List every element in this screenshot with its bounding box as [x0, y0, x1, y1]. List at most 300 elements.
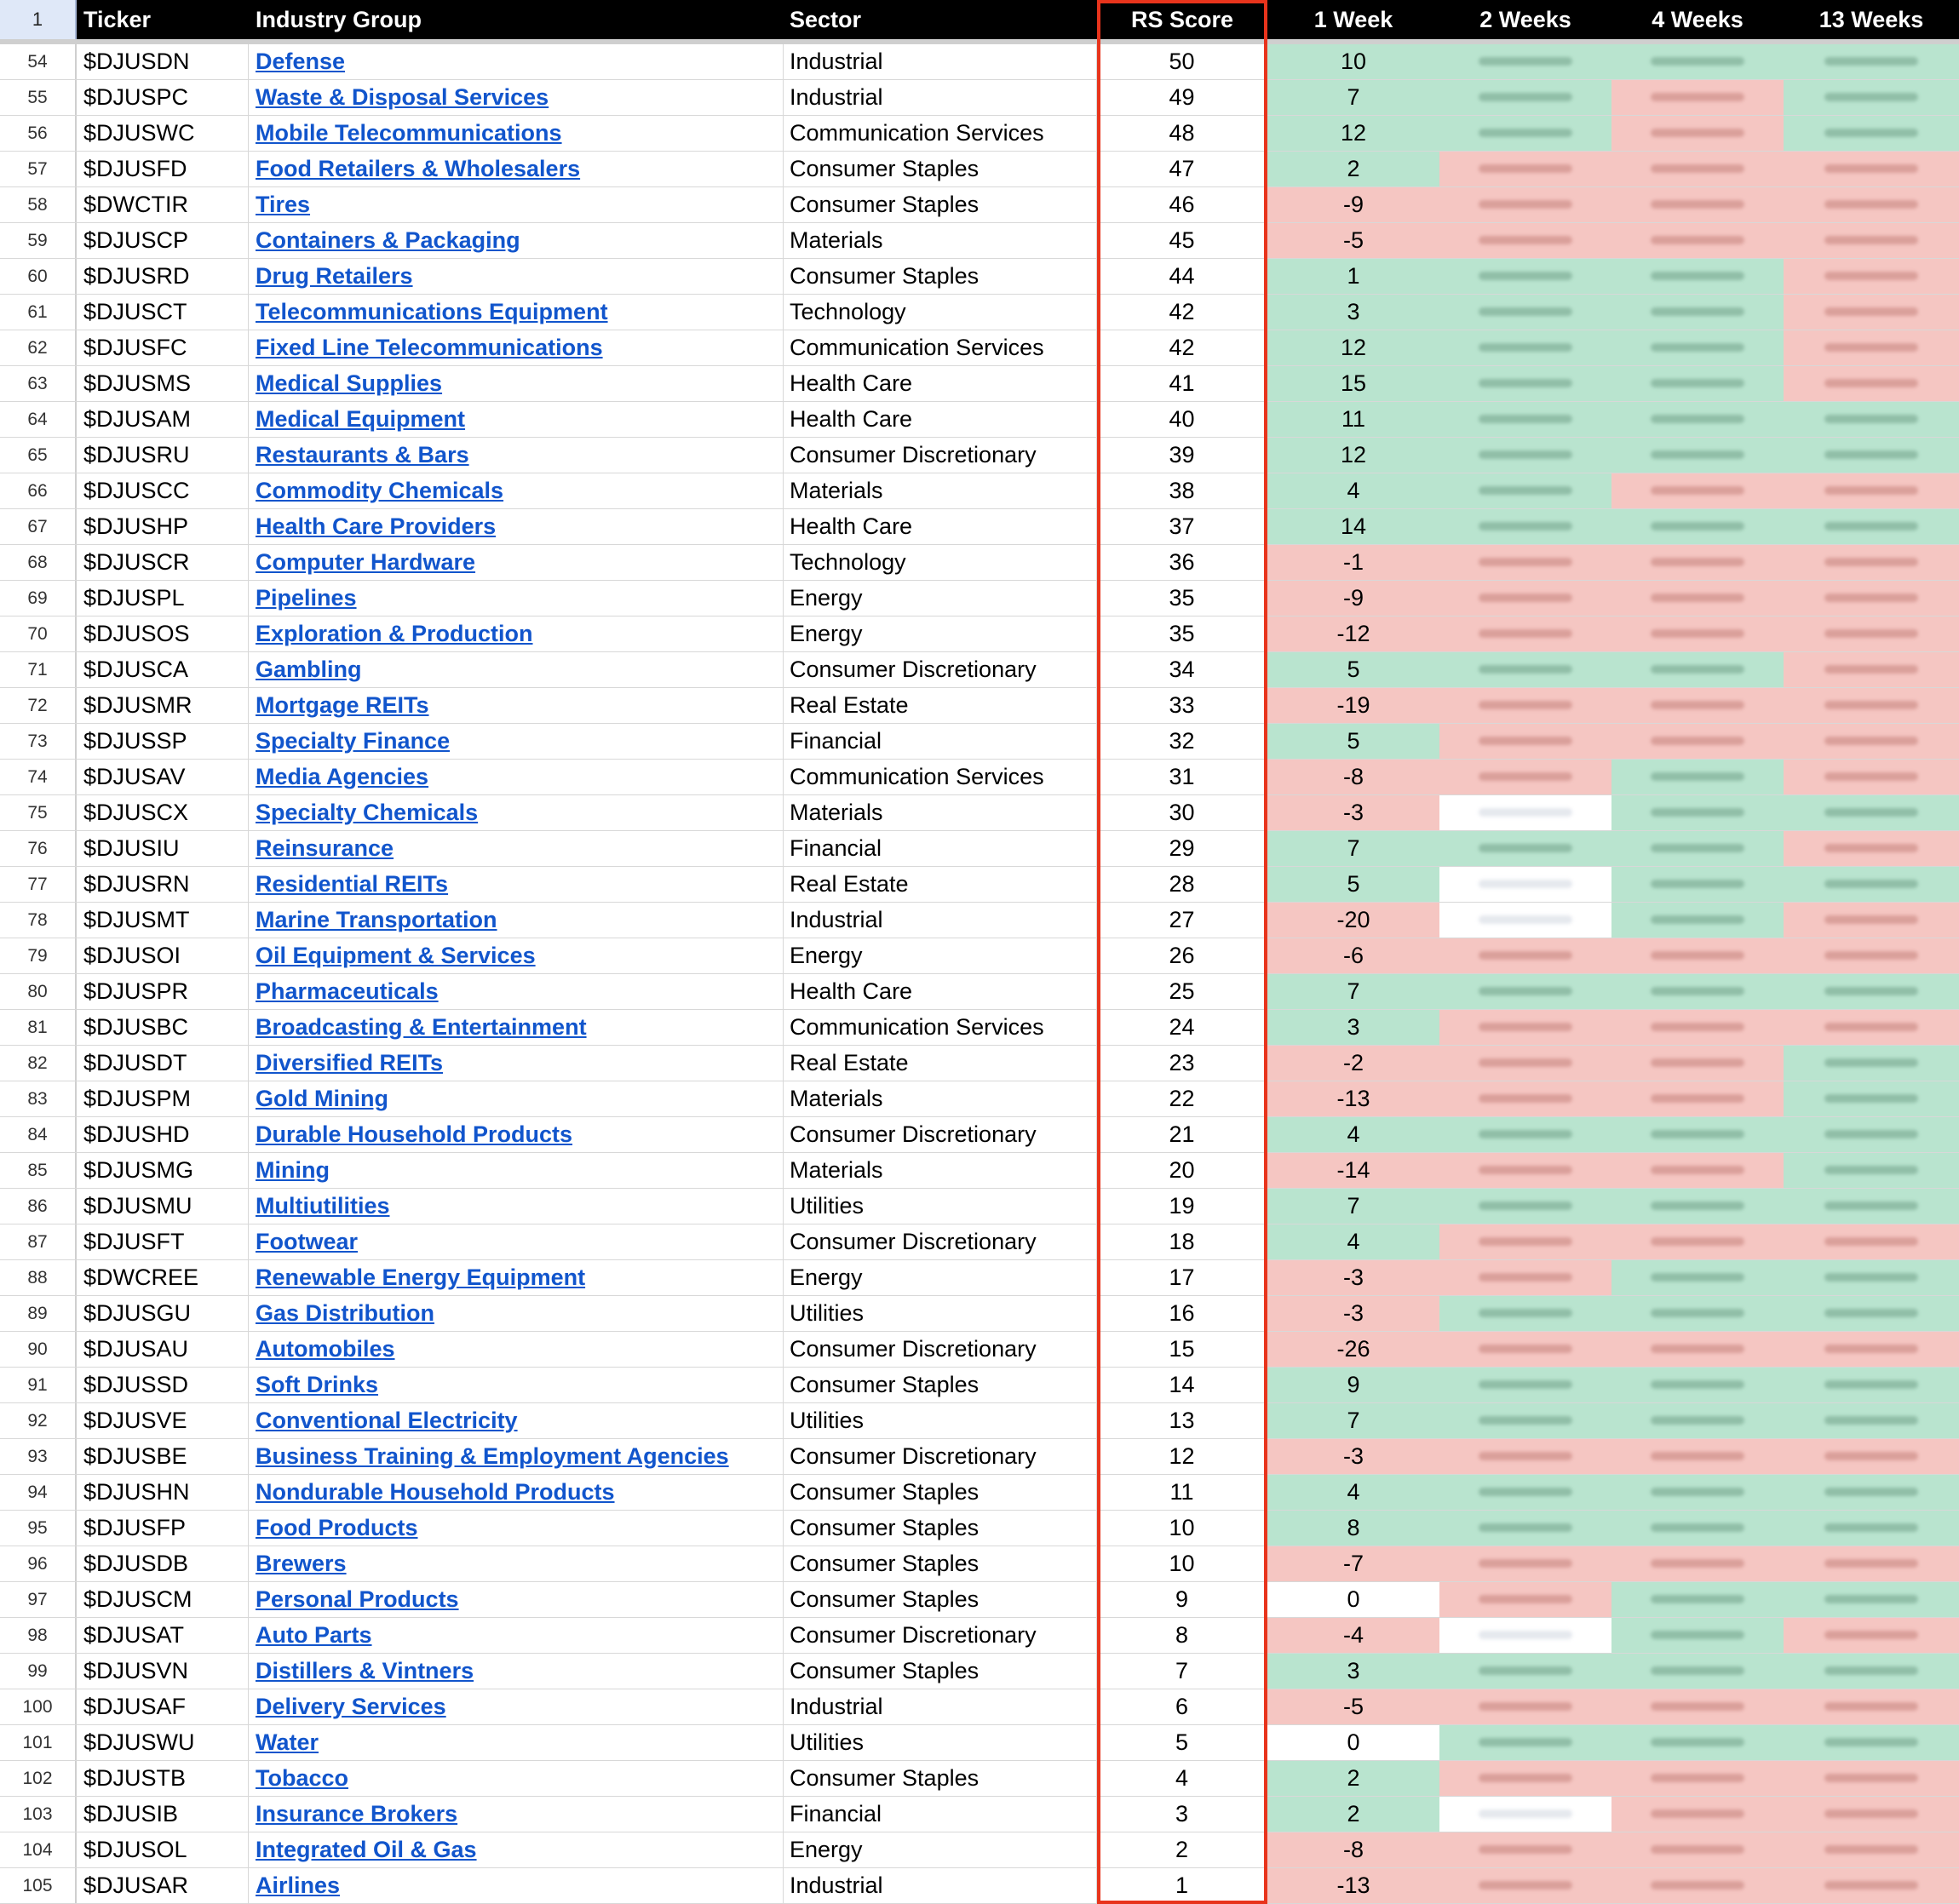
- rs-score-cell[interactable]: 25: [1097, 974, 1267, 1009]
- row-number[interactable]: 76: [0, 831, 77, 866]
- two-weeks-cell-blurred[interactable]: [1439, 80, 1611, 115]
- rs-score-cell[interactable]: 2: [1097, 1832, 1267, 1867]
- ticker-cell[interactable]: $DJUSOS: [77, 617, 249, 651]
- industry-group-cell[interactable]: [249, 473, 784, 508]
- industry-group-cell[interactable]: [249, 1761, 784, 1796]
- rs-score-cell[interactable]: 9: [1097, 1582, 1267, 1617]
- two-weeks-cell-blurred[interactable]: [1439, 724, 1611, 759]
- sector-cell[interactable]: Health Care: [784, 366, 1097, 401]
- four-weeks-cell-blurred[interactable]: [1611, 152, 1784, 186]
- two-weeks-cell-blurred[interactable]: [1439, 1439, 1611, 1474]
- industry-group-link[interactable]: Broadcasting & Entertainment: [256, 1014, 587, 1040]
- four-weeks-cell-blurred[interactable]: [1611, 259, 1784, 294]
- ticker-cell[interactable]: $DJUSHD: [77, 1117, 249, 1152]
- industry-group-link[interactable]: Restaurants & Bars: [256, 442, 469, 467]
- sector-cell[interactable]: Communication Services: [784, 330, 1097, 365]
- four-weeks-cell-blurred[interactable]: [1611, 1868, 1784, 1903]
- sector-cell[interactable]: Utilities: [784, 1296, 1097, 1331]
- four-weeks-cell-blurred[interactable]: [1611, 1368, 1784, 1402]
- four-weeks-cell-blurred[interactable]: [1611, 1582, 1784, 1617]
- sector-cell[interactable]: Consumer Staples: [784, 1582, 1097, 1617]
- header-1-week[interactable]: 1 Week: [1313, 7, 1393, 32]
- one-week-change-cell[interactable]: 12: [1267, 438, 1439, 473]
- one-week-change-cell[interactable]: 1: [1267, 259, 1439, 294]
- thirteen-weeks-cell-blurred[interactable]: [1784, 438, 1959, 473]
- ticker-cell[interactable]: $DJUSIU: [77, 831, 249, 866]
- industry-group-cell[interactable]: [249, 1260, 784, 1295]
- four-weeks-cell-blurred[interactable]: [1611, 1260, 1784, 1295]
- four-weeks-cell-blurred[interactable]: [1611, 760, 1784, 794]
- two-weeks-cell-blurred[interactable]: [1439, 1654, 1611, 1689]
- rs-score-cell[interactable]: 10: [1097, 1546, 1267, 1581]
- row-number[interactable]: 73: [0, 724, 77, 759]
- row-number[interactable]: 84: [0, 1117, 77, 1152]
- two-weeks-cell-blurred[interactable]: [1439, 259, 1611, 294]
- row-number[interactable]: 93: [0, 1439, 77, 1474]
- two-weeks-cell-blurred[interactable]: [1439, 1403, 1611, 1438]
- rs-score-cell[interactable]: 23: [1097, 1046, 1267, 1081]
- industry-group-cell[interactable]: [249, 1511, 784, 1546]
- rs-score-cell[interactable]: 15: [1097, 1332, 1267, 1367]
- sector-cell[interactable]: Health Care: [784, 974, 1097, 1009]
- two-weeks-cell-blurred[interactable]: [1439, 974, 1611, 1009]
- ticker-cell[interactable]: $DJUSCX: [77, 795, 249, 830]
- one-week-change-cell[interactable]: -14: [1267, 1153, 1439, 1188]
- industry-group-link[interactable]: Insurance Brokers: [256, 1801, 458, 1827]
- rs-score-cell[interactable]: 5: [1097, 1725, 1267, 1760]
- sector-cell[interactable]: Consumer Staples: [784, 1368, 1097, 1402]
- one-week-change-cell[interactable]: 10: [1267, 44, 1439, 79]
- row-number[interactable]: 56: [0, 116, 77, 151]
- industry-group-cell[interactable]: [249, 1475, 784, 1510]
- industry-group-link[interactable]: Pharmaceuticals: [256, 978, 439, 1004]
- thirteen-weeks-cell-blurred[interactable]: [1784, 330, 1959, 365]
- one-week-change-cell[interactable]: 5: [1267, 724, 1439, 759]
- ticker-cell[interactable]: $DJUSAM: [77, 402, 249, 437]
- one-week-change-cell[interactable]: -3: [1267, 1439, 1439, 1474]
- sector-cell[interactable]: Real Estate: [784, 867, 1097, 902]
- row-number[interactable]: 71: [0, 652, 77, 687]
- ticker-cell[interactable]: $DJUSPM: [77, 1081, 249, 1116]
- one-week-change-cell[interactable]: 2: [1267, 1761, 1439, 1796]
- one-week-change-cell[interactable]: 7: [1267, 1403, 1439, 1438]
- industry-group-link[interactable]: Tires: [256, 192, 311, 217]
- rs-score-cell[interactable]: 20: [1097, 1153, 1267, 1188]
- two-weeks-cell-blurred[interactable]: [1439, 366, 1611, 401]
- two-weeks-cell-blurred[interactable]: [1439, 938, 1611, 973]
- row-number[interactable]: 86: [0, 1189, 77, 1224]
- two-weeks-cell-blurred[interactable]: [1439, 1725, 1611, 1760]
- two-weeks-cell-blurred[interactable]: [1439, 903, 1611, 938]
- industry-group-cell[interactable]: [249, 80, 784, 115]
- row-number[interactable]: 88: [0, 1260, 77, 1295]
- row-number[interactable]: 67: [0, 509, 77, 544]
- industry-group-cell[interactable]: [249, 187, 784, 222]
- row-number[interactable]: 72: [0, 688, 77, 723]
- one-week-change-cell[interactable]: 12: [1267, 330, 1439, 365]
- industry-group-link[interactable]: Auto Parts: [256, 1622, 372, 1648]
- industry-group-link[interactable]: Multiutilities: [256, 1193, 390, 1219]
- one-week-change-cell[interactable]: 9: [1267, 1368, 1439, 1402]
- two-weeks-cell-blurred[interactable]: [1439, 1475, 1611, 1510]
- thirteen-weeks-cell-blurred[interactable]: [1784, 1332, 1959, 1367]
- four-weeks-cell-blurred[interactable]: [1611, 1832, 1784, 1867]
- two-weeks-cell-blurred[interactable]: [1439, 1046, 1611, 1081]
- four-weeks-cell-blurred[interactable]: [1611, 1618, 1784, 1653]
- row-number[interactable]: 94: [0, 1475, 77, 1510]
- thirteen-weeks-cell-blurred[interactable]: [1784, 1224, 1959, 1259]
- rs-score-cell[interactable]: 7: [1097, 1654, 1267, 1689]
- row-number[interactable]: 95: [0, 1511, 77, 1546]
- thirteen-weeks-cell-blurred[interactable]: [1784, 1117, 1959, 1152]
- row-number[interactable]: 62: [0, 330, 77, 365]
- rs-score-cell[interactable]: 12: [1097, 1439, 1267, 1474]
- rs-score-cell[interactable]: 50: [1097, 44, 1267, 79]
- two-weeks-cell-blurred[interactable]: [1439, 545, 1611, 580]
- ticker-cell[interactable]: $DJUSOL: [77, 1832, 249, 1867]
- industry-group-cell[interactable]: [249, 652, 784, 687]
- one-week-change-cell[interactable]: -3: [1267, 795, 1439, 830]
- thirteen-weeks-cell-blurred[interactable]: [1784, 1403, 1959, 1438]
- row-number[interactable]: 87: [0, 1224, 77, 1259]
- four-weeks-cell-blurred[interactable]: [1611, 938, 1784, 973]
- two-weeks-cell-blurred[interactable]: [1439, 867, 1611, 902]
- industry-group-link[interactable]: Residential REITs: [256, 871, 449, 897]
- two-weeks-cell-blurred[interactable]: [1439, 1260, 1611, 1295]
- industry-group-link[interactable]: Exploration & Production: [256, 621, 533, 646]
- two-weeks-cell-blurred[interactable]: [1439, 223, 1611, 258]
- four-weeks-cell-blurred[interactable]: [1611, 1654, 1784, 1689]
- sector-cell[interactable]: Consumer Staples: [784, 259, 1097, 294]
- row-number[interactable]: 55: [0, 80, 77, 115]
- industry-group-link[interactable]: Telecommunications Equipment: [256, 299, 608, 324]
- one-week-change-cell[interactable]: -20: [1267, 903, 1439, 938]
- ticker-cell[interactable]: $DJUSVN: [77, 1654, 249, 1689]
- two-weeks-cell-blurred[interactable]: [1439, 1832, 1611, 1867]
- sector-cell[interactable]: Consumer Discretionary: [784, 652, 1097, 687]
- industry-group-cell[interactable]: [249, 795, 784, 830]
- one-week-change-cell[interactable]: -9: [1267, 581, 1439, 616]
- industry-group-link[interactable]: Gas Distribution: [256, 1300, 435, 1326]
- industry-group-cell[interactable]: [249, 1868, 784, 1903]
- sector-cell[interactable]: Industrial: [784, 1689, 1097, 1724]
- row-number[interactable]: 66: [0, 473, 77, 508]
- industry-group-link[interactable]: Mining: [256, 1157, 330, 1183]
- two-weeks-cell-blurred[interactable]: [1439, 1689, 1611, 1724]
- two-weeks-cell-blurred[interactable]: [1439, 152, 1611, 186]
- thirteen-weeks-cell-blurred[interactable]: [1784, 1475, 1959, 1510]
- industry-group-link[interactable]: Airlines: [256, 1872, 341, 1898]
- one-week-change-cell[interactable]: 0: [1267, 1725, 1439, 1760]
- industry-group-cell[interactable]: [249, 1725, 784, 1760]
- thirteen-weeks-cell-blurred[interactable]: [1784, 402, 1959, 437]
- industry-group-cell[interactable]: [249, 1153, 784, 1188]
- ticker-cell[interactable]: $DJUSRD: [77, 259, 249, 294]
- one-week-change-cell[interactable]: 12: [1267, 116, 1439, 151]
- ticker-cell[interactable]: $DWCTIR: [77, 187, 249, 222]
- four-weeks-cell-blurred[interactable]: [1611, 545, 1784, 580]
- sector-cell[interactable]: Industrial: [784, 1868, 1097, 1903]
- two-weeks-cell-blurred[interactable]: [1439, 1368, 1611, 1402]
- two-weeks-cell-blurred[interactable]: [1439, 688, 1611, 723]
- two-weeks-cell-blurred[interactable]: [1439, 1117, 1611, 1152]
- rs-score-cell[interactable]: 45: [1097, 223, 1267, 258]
- two-weeks-cell-blurred[interactable]: [1439, 295, 1611, 330]
- row-number[interactable]: 101: [0, 1725, 77, 1760]
- row-number[interactable]: 85: [0, 1153, 77, 1188]
- rs-score-cell[interactable]: 13: [1097, 1403, 1267, 1438]
- thirteen-weeks-cell-blurred[interactable]: [1784, 1582, 1959, 1617]
- thirteen-weeks-cell-blurred[interactable]: [1784, 80, 1959, 115]
- two-weeks-cell-blurred[interactable]: [1439, 1153, 1611, 1188]
- rs-score-cell[interactable]: 35: [1097, 581, 1267, 616]
- sector-cell[interactable]: Consumer Discretionary: [784, 1439, 1097, 1474]
- industry-group-cell[interactable]: [249, 1224, 784, 1259]
- thirteen-weeks-cell-blurred[interactable]: [1784, 223, 1959, 258]
- thirteen-weeks-cell-blurred[interactable]: [1784, 44, 1959, 79]
- row-number[interactable]: 68: [0, 545, 77, 580]
- one-week-change-cell[interactable]: 8: [1267, 1511, 1439, 1546]
- sector-cell[interactable]: Industrial: [784, 44, 1097, 79]
- one-week-change-cell[interactable]: -2: [1267, 1046, 1439, 1081]
- row-number[interactable]: 70: [0, 617, 77, 651]
- thirteen-weeks-cell-blurred[interactable]: [1784, 1725, 1959, 1760]
- row-number[interactable]: 81: [0, 1010, 77, 1045]
- sector-cell[interactable]: Financial: [784, 1797, 1097, 1832]
- one-week-change-cell[interactable]: -19: [1267, 688, 1439, 723]
- four-weeks-cell-blurred[interactable]: [1611, 1546, 1784, 1581]
- industry-group-cell[interactable]: [249, 509, 784, 544]
- four-weeks-cell-blurred[interactable]: [1611, 509, 1784, 544]
- ticker-cell[interactable]: $DJUSSP: [77, 724, 249, 759]
- one-week-change-cell[interactable]: 7: [1267, 974, 1439, 1009]
- four-weeks-cell-blurred[interactable]: [1611, 1153, 1784, 1188]
- row-number[interactable]: 60: [0, 259, 77, 294]
- row-number[interactable]: 82: [0, 1046, 77, 1081]
- row-number[interactable]: 54: [0, 44, 77, 79]
- two-weeks-cell-blurred[interactable]: [1439, 438, 1611, 473]
- rs-score-cell[interactable]: 36: [1097, 545, 1267, 580]
- four-weeks-cell-blurred[interactable]: [1611, 1189, 1784, 1224]
- row-number[interactable]: 83: [0, 1081, 77, 1116]
- sector-cell[interactable]: Health Care: [784, 509, 1097, 544]
- four-weeks-cell-blurred[interactable]: [1611, 116, 1784, 151]
- sector-cell[interactable]: Consumer Staples: [784, 1654, 1097, 1689]
- industry-group-link[interactable]: Commodity Chemicals: [256, 478, 504, 503]
- industry-group-cell[interactable]: [249, 688, 784, 723]
- two-weeks-cell-blurred[interactable]: [1439, 652, 1611, 687]
- industry-group-link[interactable]: Media Agencies: [256, 764, 429, 789]
- header-4-weeks[interactable]: 4 Weeks: [1652, 7, 1744, 32]
- one-week-change-cell[interactable]: -9: [1267, 187, 1439, 222]
- ticker-cell[interactable]: $DJUSDN: [77, 44, 249, 79]
- four-weeks-cell-blurred[interactable]: [1611, 581, 1784, 616]
- sector-cell[interactable]: Industrial: [784, 80, 1097, 115]
- one-week-change-cell[interactable]: -3: [1267, 1296, 1439, 1331]
- rs-score-cell[interactable]: 24: [1097, 1010, 1267, 1045]
- ticker-cell[interactable]: $DJUSCR: [77, 545, 249, 580]
- ticker-cell[interactable]: $DJUSMS: [77, 366, 249, 401]
- four-weeks-cell-blurred[interactable]: [1611, 1725, 1784, 1760]
- sector-cell[interactable]: Consumer Discretionary: [784, 1224, 1097, 1259]
- industry-group-link[interactable]: Conventional Electricity: [256, 1408, 518, 1433]
- four-weeks-cell-blurred[interactable]: [1611, 330, 1784, 365]
- sector-cell[interactable]: Consumer Discretionary: [784, 438, 1097, 473]
- rs-score-cell[interactable]: 14: [1097, 1368, 1267, 1402]
- rs-score-cell[interactable]: 42: [1097, 295, 1267, 330]
- ticker-cell[interactable]: $DWCREE: [77, 1260, 249, 1295]
- rs-score-cell[interactable]: 37: [1097, 509, 1267, 544]
- two-weeks-cell-blurred[interactable]: [1439, 44, 1611, 79]
- ticker-cell[interactable]: $DJUSIB: [77, 1797, 249, 1832]
- sector-cell[interactable]: Real Estate: [784, 688, 1097, 723]
- industry-group-link[interactable]: Specialty Finance: [256, 728, 451, 754]
- four-weeks-cell-blurred[interactable]: [1611, 617, 1784, 651]
- rs-score-cell[interactable]: 21: [1097, 1117, 1267, 1152]
- industry-group-link[interactable]: Mobile Telecommunications: [256, 120, 562, 146]
- two-weeks-cell-blurred[interactable]: [1439, 116, 1611, 151]
- sector-cell[interactable]: Consumer Staples: [784, 152, 1097, 186]
- thirteen-weeks-cell-blurred[interactable]: [1784, 938, 1959, 973]
- two-weeks-cell-blurred[interactable]: [1439, 581, 1611, 616]
- four-weeks-cell-blurred[interactable]: [1611, 903, 1784, 938]
- industry-group-link[interactable]: Integrated Oil & Gas: [256, 1837, 477, 1862]
- four-weeks-cell-blurred[interactable]: [1611, 295, 1784, 330]
- sector-cell[interactable]: Consumer Discretionary: [784, 1117, 1097, 1152]
- industry-group-link[interactable]: Brewers: [256, 1551, 347, 1576]
- header-ticker[interactable]: Ticker: [83, 7, 152, 32]
- row-number[interactable]: 91: [0, 1368, 77, 1402]
- two-weeks-cell-blurred[interactable]: [1439, 1546, 1611, 1581]
- industry-group-cell[interactable]: [249, 1010, 784, 1045]
- sector-cell[interactable]: Industrial: [784, 903, 1097, 938]
- rs-score-cell[interactable]: 10: [1097, 1511, 1267, 1546]
- ticker-cell[interactable]: $DJUSFP: [77, 1511, 249, 1546]
- thirteen-weeks-cell-blurred[interactable]: [1784, 116, 1959, 151]
- one-week-change-cell[interactable]: -12: [1267, 617, 1439, 651]
- industry-group-cell[interactable]: [249, 760, 784, 794]
- four-weeks-cell-blurred[interactable]: [1611, 366, 1784, 401]
- industry-group-link[interactable]: Containers & Packaging: [256, 227, 520, 253]
- rs-score-cell[interactable]: 6: [1097, 1689, 1267, 1724]
- industry-group-cell[interactable]: [249, 545, 784, 580]
- industry-group-link[interactable]: Tobacco: [256, 1765, 349, 1791]
- industry-group-link[interactable]: Diversified REITs: [256, 1050, 444, 1075]
- four-weeks-cell-blurred[interactable]: [1611, 223, 1784, 258]
- thirteen-weeks-cell-blurred[interactable]: [1784, 1654, 1959, 1689]
- row-number[interactable]: 78: [0, 903, 77, 938]
- rs-score-cell[interactable]: 48: [1097, 116, 1267, 151]
- rs-score-cell[interactable]: 3: [1097, 1797, 1267, 1832]
- thirteen-weeks-cell-blurred[interactable]: [1784, 1797, 1959, 1832]
- row-number[interactable]: 99: [0, 1654, 77, 1689]
- industry-group-cell[interactable]: [249, 1439, 784, 1474]
- rs-score-cell[interactable]: 33: [1097, 688, 1267, 723]
- ticker-cell[interactable]: $DJUSDB: [77, 1546, 249, 1581]
- industry-group-cell[interactable]: [249, 1582, 784, 1617]
- industry-group-link[interactable]: Footwear: [256, 1229, 359, 1254]
- thirteen-weeks-cell-blurred[interactable]: [1784, 688, 1959, 723]
- rs-score-cell[interactable]: 4: [1097, 1761, 1267, 1796]
- industry-group-cell[interactable]: [249, 116, 784, 151]
- ticker-cell[interactable]: $DJUSPR: [77, 974, 249, 1009]
- row-number[interactable]: 59: [0, 223, 77, 258]
- two-weeks-cell-blurred[interactable]: [1439, 1797, 1611, 1832]
- rs-score-cell[interactable]: 32: [1097, 724, 1267, 759]
- row-number[interactable]: 80: [0, 974, 77, 1009]
- row-number[interactable]: 58: [0, 187, 77, 222]
- ticker-cell[interactable]: $DJUSGU: [77, 1296, 249, 1331]
- thirteen-weeks-cell-blurred[interactable]: [1784, 1511, 1959, 1546]
- four-weeks-cell-blurred[interactable]: [1611, 402, 1784, 437]
- industry-group-link[interactable]: Reinsurance: [256, 835, 394, 861]
- four-weeks-cell-blurred[interactable]: [1611, 44, 1784, 79]
- one-week-change-cell[interactable]: -3: [1267, 1260, 1439, 1295]
- industry-group-link[interactable]: Water: [256, 1729, 319, 1755]
- two-weeks-cell-blurred[interactable]: [1439, 1081, 1611, 1116]
- four-weeks-cell-blurred[interactable]: [1611, 1117, 1784, 1152]
- two-weeks-cell-blurred[interactable]: [1439, 473, 1611, 508]
- industry-group-link[interactable]: Mortgage REITs: [256, 692, 429, 718]
- industry-group-link[interactable]: Pipelines: [256, 585, 357, 611]
- two-weeks-cell-blurred[interactable]: [1439, 617, 1611, 651]
- four-weeks-cell-blurred[interactable]: [1611, 1797, 1784, 1832]
- industry-group-cell[interactable]: [249, 1654, 784, 1689]
- industry-group-link[interactable]: Health Care Providers: [256, 513, 497, 539]
- one-week-change-cell[interactable]: -8: [1267, 1832, 1439, 1867]
- header-row-number[interactable]: 1: [0, 0, 77, 39]
- ticker-cell[interactable]: $DJUSPC: [77, 80, 249, 115]
- ticker-cell[interactable]: $DJUSHN: [77, 1475, 249, 1510]
- two-weeks-cell-blurred[interactable]: [1439, 1582, 1611, 1617]
- sector-cell[interactable]: Materials: [784, 795, 1097, 830]
- ticker-cell[interactable]: $DJUSFT: [77, 1224, 249, 1259]
- one-week-change-cell[interactable]: 2: [1267, 152, 1439, 186]
- industry-group-link[interactable]: Soft Drinks: [256, 1372, 379, 1397]
- four-weeks-cell-blurred[interactable]: [1611, 1403, 1784, 1438]
- row-number[interactable]: 102: [0, 1761, 77, 1796]
- industry-group-link[interactable]: Renewable Energy Equipment: [256, 1265, 586, 1290]
- industry-group-cell[interactable]: [249, 295, 784, 330]
- row-number[interactable]: 69: [0, 581, 77, 616]
- industry-group-link[interactable]: Marine Transportation: [256, 907, 497, 932]
- thirteen-weeks-cell-blurred[interactable]: [1784, 724, 1959, 759]
- one-week-change-cell[interactable]: 11: [1267, 402, 1439, 437]
- ticker-cell[interactable]: $DJUSMT: [77, 903, 249, 938]
- industry-group-cell[interactable]: [249, 1046, 784, 1081]
- industry-group-cell[interactable]: [249, 1797, 784, 1832]
- row-number[interactable]: 103: [0, 1797, 77, 1832]
- two-weeks-cell-blurred[interactable]: [1439, 1224, 1611, 1259]
- four-weeks-cell-blurred[interactable]: [1611, 1046, 1784, 1081]
- one-week-change-cell[interactable]: -26: [1267, 1332, 1439, 1367]
- industry-group-link[interactable]: Oil Equipment & Services: [256, 943, 536, 968]
- industry-group-link[interactable]: Automobiles: [256, 1336, 395, 1362]
- thirteen-weeks-cell-blurred[interactable]: [1784, 1439, 1959, 1474]
- rs-score-cell[interactable]: 22: [1097, 1081, 1267, 1116]
- one-week-change-cell[interactable]: 5: [1267, 652, 1439, 687]
- rs-score-cell[interactable]: 40: [1097, 402, 1267, 437]
- four-weeks-cell-blurred[interactable]: [1611, 688, 1784, 723]
- one-week-change-cell[interactable]: -8: [1267, 760, 1439, 794]
- thirteen-weeks-cell-blurred[interactable]: [1784, 187, 1959, 222]
- rs-score-cell[interactable]: 35: [1097, 617, 1267, 651]
- thirteen-weeks-cell-blurred[interactable]: [1784, 1618, 1959, 1653]
- header-2-weeks[interactable]: 2 Weeks: [1479, 7, 1571, 32]
- one-week-change-cell[interactable]: 15: [1267, 366, 1439, 401]
- two-weeks-cell-blurred[interactable]: [1439, 330, 1611, 365]
- thirteen-weeks-cell-blurred[interactable]: [1784, 867, 1959, 902]
